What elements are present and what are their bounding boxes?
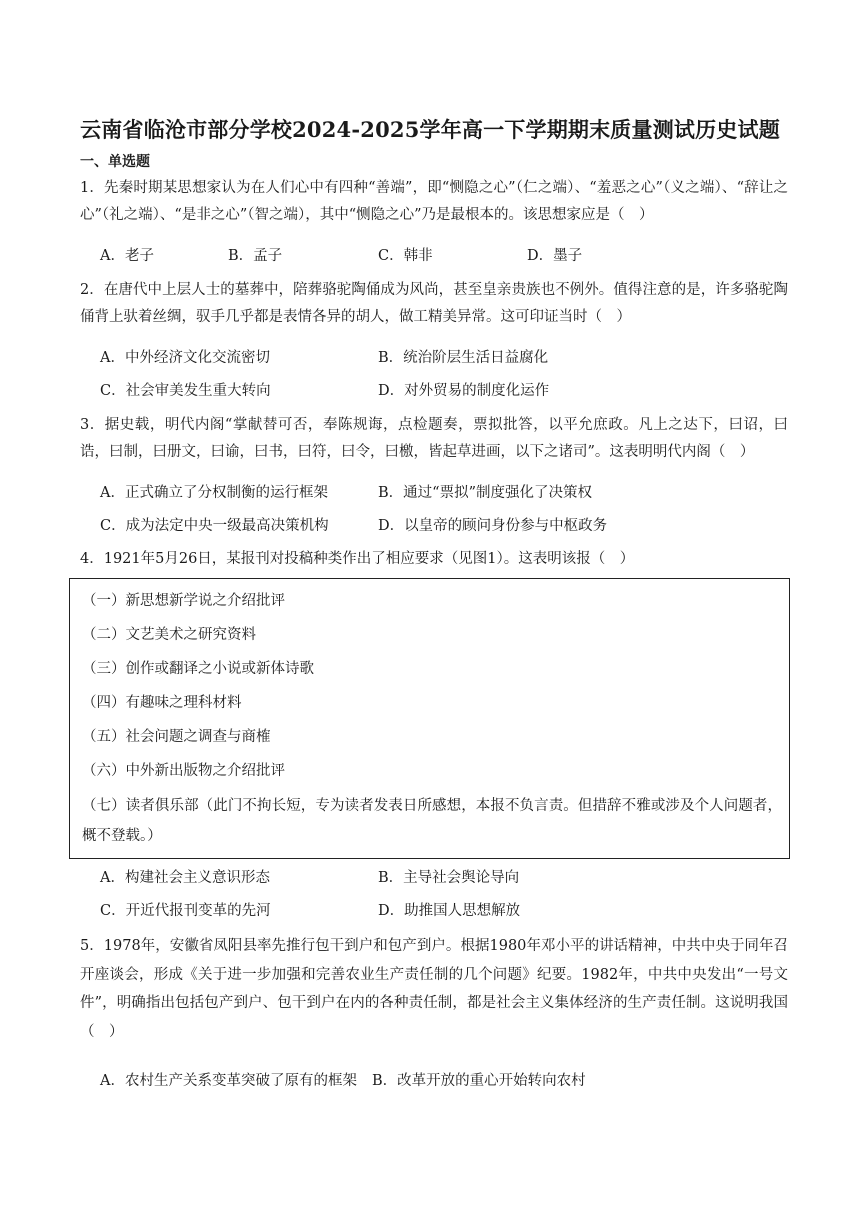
- option-c: C．社会审美发生重大转向: [100, 383, 271, 399]
- option-a: A．中外经济文化交流密切: [100, 350, 270, 366]
- option-c: C．成为法定中央一级最高决策机构: [100, 518, 329, 534]
- question-1-stem: 1．先秦时期某思想家认为在人们心中有四种“善端”，即“恻隐之心”（仁之端）、“羞恶之心”（义之端）、“辞让之心”（礼之端）、“是非之心”（智之端），其中“恻隐之心”乃是最根本的。该思想家应是（ ）: [80, 180, 788, 223]
- option-d: D．对外贸易的制度化运作: [378, 383, 550, 399]
- option-c: C．开近代报刊变革的先河: [100, 903, 271, 919]
- section-heading: 一、单选题: [80, 154, 150, 170]
- question-3-stem: 3．据史载，明代内阁“掌献替可否，奉陈规诲，点检题奏，票拟批答，以平允庶政。凡上之达下，曰诏，曰诰，曰制，曰册文，曰谕，曰书，曰符，曰令，曰檄，皆起草进画，以下之诸司”。这表明明代内阁（ ）: [80, 417, 788, 460]
- category-3: （三）创作或翻译之小说或新体诗歌: [82, 661, 314, 677]
- figure-1-submission-categories: [69, 578, 790, 859]
- category-1: （一）新思想新学说之介绍批评: [82, 593, 285, 609]
- option-d: D．助推国人思想解放: [378, 903, 521, 919]
- category-5: （五）社会问题之调查与商榷: [82, 729, 271, 745]
- option-a: A．构建社会主义意识形态: [100, 870, 270, 886]
- option-b: B．主导社会舆论导向: [378, 870, 520, 886]
- option-c: C．韩非: [378, 248, 433, 264]
- question-4-stem: 4．1921年5月26日，某报刊对投稿种类作出了相应要求（见图1）。这表明该报（ ）: [80, 551, 635, 567]
- option-b: B．统治阶层生活日益腐化: [378, 350, 549, 366]
- option-a: A．农村生产关系变革突破了原有的框架: [100, 1073, 357, 1089]
- category-6: （六）中外新出版物之介绍批评: [82, 763, 285, 779]
- option-d: D．以皇帝的顾问身份参与中枢政务: [378, 518, 608, 534]
- option-a: A．老子: [100, 248, 154, 264]
- option-a: A．正式确立了分权制衡的运行框架: [100, 485, 328, 501]
- category-7: （七）读者俱乐部（此门不拘长短，专为读者发表日所感想，本报不负言责。但措辞不雅或涉及个人问题者，概不登载。）: [82, 798, 782, 844]
- question-2-stem: 2．在唐代中上层人士的墓葬中，陪葬骆驼陶俑成为风尚，甚至皇亲贵族也不例外。值得注意的是，许多骆驼陶俑背上驮着丝绸，驭手几乎都是表情各异的胡人，做工精美异常。这可印证当时（ ）: [80, 282, 788, 325]
- question-5-stem: 5．1978年，安徽省凤阳县率先推行包干到户和包产到户。根据1980年邓小平的讲话精神，中共中央于同年召开座谈会，形成《关于进一步加强和完善农业生产责任制的几个问题》纪要。1982年，中共中央发出“一号文件”，明确指出包括包产到户、包干到户在内的各种责任制，都是社会主义集体经济的生产责任制。这说明我国（ ）: [80, 938, 788, 1040]
- category-4: （四）有趣味之理科材料: [82, 695, 242, 711]
- category-2: （二）文艺美术之研究资料: [82, 627, 256, 643]
- option-d: D．墨子: [527, 248, 583, 264]
- option-b: B．改革开放的重心开始转向农村: [372, 1073, 586, 1089]
- exam-title: 云南省临沧市部分学校2024-2025学年高一下学期期末质量测试历史试题: [80, 117, 780, 142]
- option-b: B．通过“票拟”制度强化了决策权: [378, 485, 592, 501]
- option-b: B．孟子: [228, 248, 283, 264]
